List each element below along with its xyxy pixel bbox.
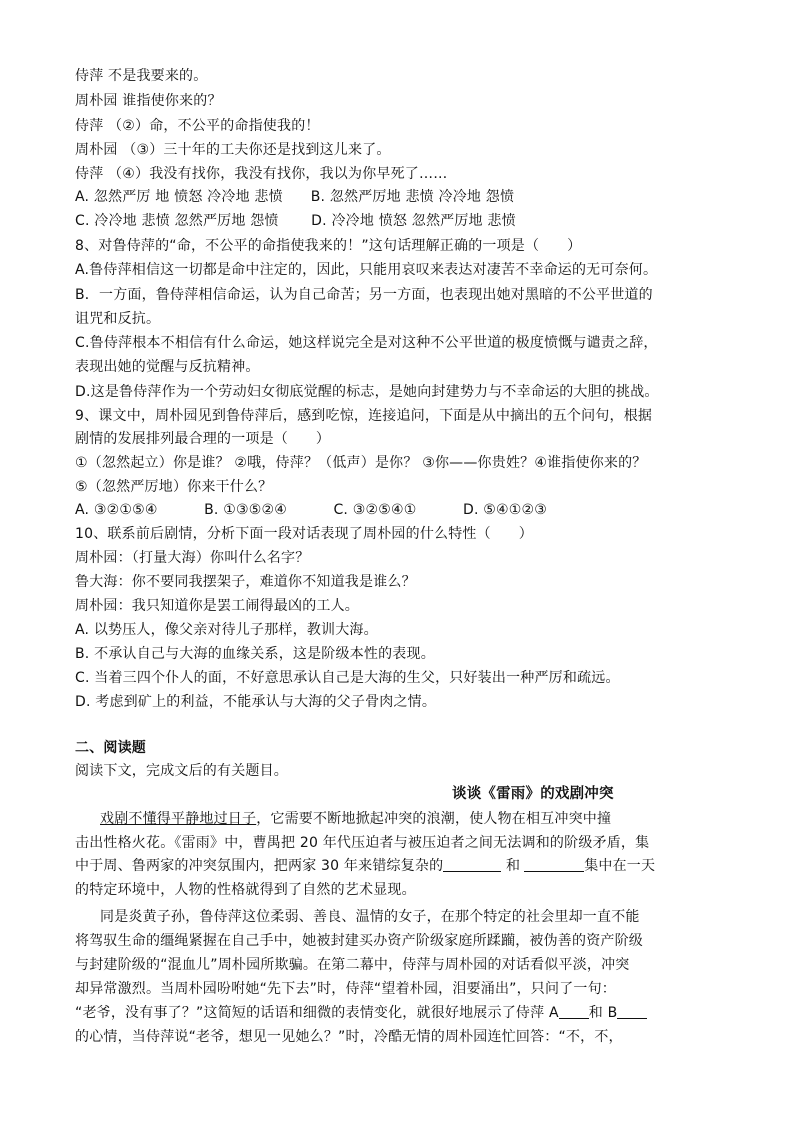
option-line: B. 不承认自己与大海的血缘关系，这是阶级本性的表现。 xyxy=(75,646,435,662)
section-heading: 二、阅读题 xyxy=(75,740,146,756)
section-instruction: 阅读下文，完成文后的有关题目。 xyxy=(75,763,288,779)
dialogue-line: 侍萍 （④）我没有找你，我没有找你，我以为你早死了…… xyxy=(75,166,448,182)
underlined-phrase: 戏剧不懂得平静地过日子 xyxy=(100,811,257,827)
article-title: 谈谈《雷雨》的戏剧冲突 xyxy=(452,786,614,802)
option-line: 诅咒和反抗。 xyxy=(75,311,161,327)
dialogue-line: 周朴园：我只知道你是罢工闹得最凶的工人。 xyxy=(75,598,359,614)
text-span: 中于周、鲁两家的冲突氛围内，把两家 30 年来错综复杂的 xyxy=(75,858,444,874)
option-line: A. ③②①⑤④ B. ①③⑤②④ C. ③②⑤④① D. ⑤④①②③ xyxy=(75,502,548,518)
option-line: C. 冷冷地 悲愤 忽然严厉地 怨愤 D. 冷冷地 愤怒 忽然严厉地 悲愤 xyxy=(75,213,516,229)
option-line: B．一方面，鲁侍萍相信命运，认为自己命苦；另一方面，也表现出她对黑暗的不公平世道的 xyxy=(75,287,653,303)
question-items: ⑤（忽然严厉地）你来干什么？ xyxy=(75,479,273,495)
option-line: C.鲁侍萍根本不相信有什么命运，她这样说完全是对这种不公平世道的极度愤慨与谴责之辞， xyxy=(75,335,658,351)
paragraph-line: 的心情，当侍萍说“老爷，想见一见她么？”时，冷酷无情的周朴园连忙回答：“不，不， xyxy=(75,1029,623,1045)
option-line: A. 忽然严厉 地 愤怒 冷冷地 悲愤 B. 忽然严厉地 悲愤 冷冷地 怨愤 xyxy=(75,189,515,205)
option-line: 表现出她的觉醒与反抗精神。 xyxy=(75,359,260,375)
dialogue-line: 周朴园 谁指使你来的？ xyxy=(75,93,222,109)
fill-blank-a[interactable] xyxy=(559,1004,589,1019)
question-items: ①（忽然起立）你是谁？ ②哦，侍萍？（低声）是你？ ③你——你贵姓？④谁指使你来的？ xyxy=(75,455,647,471)
dialogue-line: 鲁大海：你不要同我摆架子，难道你不知道我是谁么？ xyxy=(75,574,416,590)
text-span: 集中在一天 xyxy=(584,858,656,874)
dialogue-line: 周朴园：（打量大海）你叫什么名字？ xyxy=(75,550,310,566)
fill-blank[interactable] xyxy=(443,857,501,872)
option-line: D. 考虑到矿上的利益，不能承认与大海的父子骨肉之情。 xyxy=(75,694,437,710)
option-line: D.这是鲁侍萍作为一个劳动妇女彻底觉醒的标志，是她向封建势力与不幸命运的大胆的挑战。 xyxy=(75,384,659,400)
paragraph-line xyxy=(75,856,655,876)
text-span: “老爷，没有事了？”这简短的话语和细微的表情变化，就很好地展示了侍萍 A xyxy=(75,1005,559,1021)
paragraph-line xyxy=(100,809,611,829)
question-10: 10、联系前后剧情，分析下面一段对话表现了周朴园的什么特性（ ） xyxy=(75,526,533,542)
text-span: 和 B xyxy=(588,1005,618,1021)
question-9: 9、课文中，周朴园见到鲁侍萍后，感到吃惊，连接追问，下面是从中摘出的五个问句，根据 xyxy=(75,408,653,424)
paragraph-line: 同是炎黄子孙，鲁侍萍这位柔弱、善良、温情的女子，在那个特定的社会里却一直不能 xyxy=(100,909,640,925)
text-span: ，它需要不断地掀起冲突的浪潮，使人物在相互冲突中撞 xyxy=(256,811,612,827)
dialogue-line: 侍萍 （②）命，不公平的命指使我的！ xyxy=(75,118,320,134)
paragraph-line: 将驾驭生命的缰绳紧握在自己手中，她被封建买办资产阶级家庭所蹂躏，被伪善的资产阶级 xyxy=(75,933,643,949)
question-8: 8、对鲁侍萍的“命，不公平的命指使我来的！”这句话理解正确的一项是（ ） xyxy=(75,238,582,254)
option-line: C. 当着三四个仆人的面，不好意思承认自己是大海的生父，只好装出一种严厉和疏远。 xyxy=(75,670,620,686)
text-span: 和 xyxy=(501,858,521,874)
paragraph-line: 的特定环境中，人物的性格就得到了自然的艺术显现。 xyxy=(75,882,416,898)
fill-blank-b[interactable] xyxy=(617,1004,647,1019)
paragraph-line: 击出性格火花。《雷雨》中，曹禺把 20 年代压迫者与被压迫者之间无法调和的阶级矛盾，集 xyxy=(75,835,650,851)
dialogue-line: 周朴园 （③）三十年的工夫你还是找到这儿来了。 xyxy=(75,142,391,158)
dialogue-line: 侍萍 不是我要来的。 xyxy=(75,68,208,84)
question-9: 剧情的发展排列最合理的一项是（ ） xyxy=(75,431,331,447)
paragraph-line: 与封建阶级的“混血儿”周朴园所欺骗。在第二幕中，侍萍与周朴园的对话看似平淡，冲突 xyxy=(75,957,630,973)
option-line: A. 以势压人，像父亲对待儿子那样，教训大海。 xyxy=(75,622,378,638)
option-line: A.鲁侍萍相信这一切都是命中注定的，因此，只能用哀叹来表达对凄苦不幸命运的无可奈何。 xyxy=(75,262,658,278)
paragraph-line xyxy=(75,1003,647,1023)
fill-blank[interactable] xyxy=(524,857,584,872)
paragraph-line: 却异常激烈。当周朴园吩咐她“先下去”时，侍萍“望着朴园，泪要涌出”，只问了一句： xyxy=(75,981,617,997)
